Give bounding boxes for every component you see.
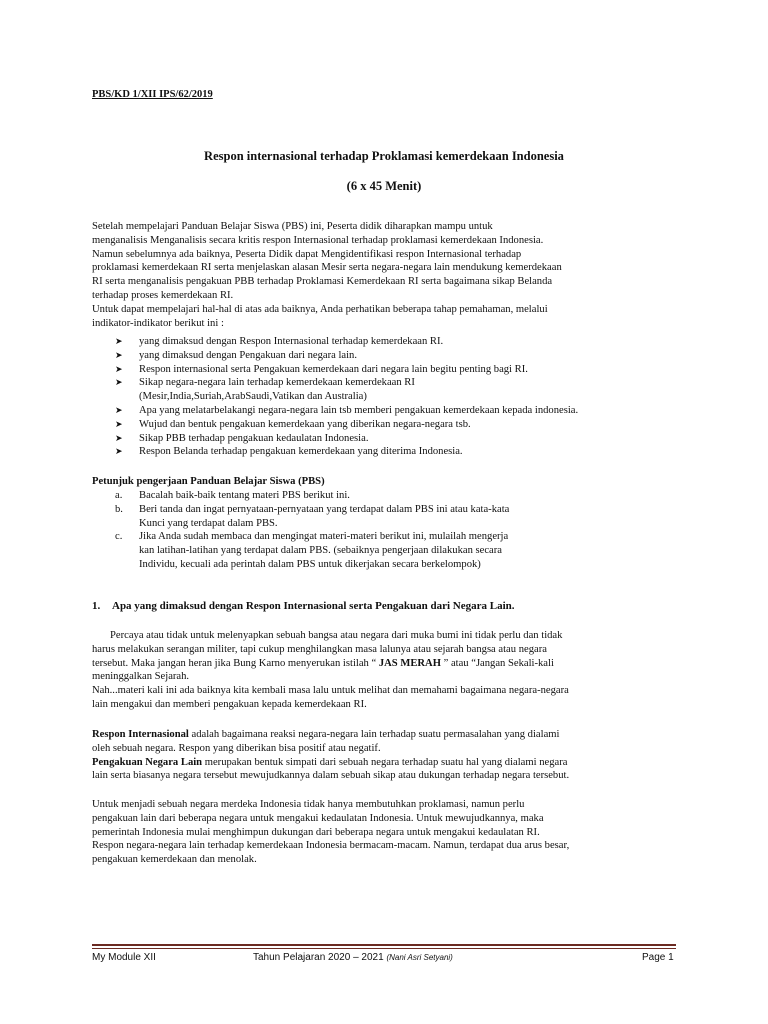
- intro-line: menganalisis Menganalisis secara kritis respon Internasional terhadap proklamasi kemerdekaan Indonesia.: [92, 234, 544, 246]
- arrow-bullet-icon: ➤: [115, 418, 123, 429]
- list-marker: a.: [115, 490, 123, 501]
- list-marker: c.: [115, 531, 123, 543]
- document-title: Respon internasional terhadap Proklamasi kemerdekaan Indonesia: [204, 149, 564, 163]
- indicator-list: [115, 335, 578, 459]
- arrow-bullet-icon: ➤: [115, 432, 123, 443]
- list-item-continuation: (Mesir,India,Suriah,ArabSaudi,Vatikan dan Australia): [139, 391, 367, 403]
- list-item: c. Jika Anda sudah membaca dan mengingat materi-materi berikut ini, mulailah mengerja kan latihan-latihan yang terdapat dalam PBS. (sebaiknya pengerjaan dilakukan secara Individu, kecuali ada perintah dalam PBS untuk dikerjakan secara berkelompok): [115, 531, 509, 570]
- list-item: ➤ yang dimaksud dengan Pengakuan dari negara lain.: [115, 349, 357, 361]
- list-item: ➤ Wujud dan bentuk pengakuan kemerdekaan yang diberikan negara-negara tsb.: [115, 418, 471, 430]
- closing-paragraph: Untuk menjadi sebuah negara merdeka Indonesia tidak hanya membutuhkan proklamasi, namun perlu pengakuan lain dari beberapa negara untuk mengakui kedaulatan Indonesia. Untuk mewujudkannya, maka pemerintah Indonesia mulai menghimpun dukungan dari beberapa negara untuk mengakui kedaulatan RI. Respon negara-negara lain terhadap kemerdekaan Indonesia bermacam-macam. Namun, terdapat dua arus besar, pengakuan kemerdekaan dan menolak.: [92, 799, 570, 866]
- footer-divider: [92, 944, 676, 946]
- intro-line: Untuk dapat mempelajari hal-hal di atas ada baiknya, Anda perhatikan beberapa tahap pemahaman, melalui: [92, 303, 548, 315]
- list-item: b. Beri tanda dan ingat pernyataan-pernyataan yang terdapat dalam PBS ini atau kata-kata Kunci yang terdapat dalam PBS.: [115, 503, 510, 529]
- duration: (6 x 45 Menit): [346, 179, 422, 193]
- pengakuan-term: Pengakuan Negara Lain: [92, 756, 203, 768]
- arrow-bullet-icon: ➤: [115, 446, 123, 457]
- arrow-bullet-icon: ➤: [115, 336, 123, 346]
- arrow-bullet-icon: ➤: [115, 377, 123, 388]
- footer-year: Tahun Pelajaran 2020 – 2021 (Nani Asri Setyani): [253, 952, 453, 963]
- instructions-list: [115, 489, 509, 572]
- footer-author: (Nani Asri Setyani): [386, 953, 453, 962]
- section-paragraph: Percaya atau tidak untuk melenyapkan sebuah bangsa atau negara dari muka bumi ini tidak perlu dan tidak harus melakukan serangan militer, tapi cukup menghilangkan masa lalunya atau sejarah bangsa atau negara tersebut. Maka jangan heran jika Bung Karno menyerukan istilah “ JAS MERAH ” atau “Jangan Sekali-kali meninggalkan Sejarah. Nah...materi kali ini ada baiknya kita kembali masa lalu untuk melihat dan memahami bagaimana negara-negara lain mengakui dan memberi pengakuan kepada kemerdekaan RI.: [92, 630, 569, 710]
- jas-merah-term: JAS MERAH: [378, 657, 441, 669]
- intro-line: indikator-indikator berikut ini :: [92, 317, 224, 329]
- list-item: ➤ Sikap PBB terhadap pengakuan kedaulatan Indonesia.: [115, 432, 369, 444]
- respon-term: Respon Internasional: [92, 729, 189, 740]
- footer-divider: [92, 948, 676, 949]
- intro-line: Setelah mempelajari Panduan Belajar Siswa (PBS) ini, Peserta didik diharapkan mampu untuk: [92, 221, 493, 232]
- arrow-bullet-icon: ➤: [115, 363, 123, 374]
- list-marker: b.: [115, 503, 123, 515]
- intro-line: RI serta menganalisis pengakuan PBB terhadap Proklamasi Kemerdekaan RI serta bagaimana sikap Belanda: [92, 276, 553, 288]
- list-item: ➤ Respon Belanda terhadap pengakuan kemerdekaan yang diterima Indonesia.: [115, 446, 463, 458]
- arrow-bullet-icon: ➤: [115, 349, 123, 360]
- intro-line: Namun sebelumnya ada baiknya, Peserta Didik dapat Mengidentifikasi respon Internasional terhadap: [92, 248, 522, 260]
- instructions-heading: Petunjuk pengerjaan Panduan Belajar Siswa (PBS): [92, 476, 325, 487]
- document-code: PBS/KD 1/XII IPS/62/2019: [92, 89, 213, 100]
- section-heading: 1. Apa yang dimaksud dengan Respon Internasional serta Pengakuan dari Negara Lain.: [92, 600, 515, 612]
- arrow-bullet-icon: ➤: [115, 404, 123, 415]
- definitions-paragraph: Respon Internasional adalah bagaimana reaksi negara-negara lain terhadap suatu permasalahan yang dialami oleh sebuah negara. Respon yang diberikan bisa positif atau negatif. Pengakuan Negara Lain merupakan bentuk simpati dari sebuah negara terhadap suatu hal yang dialami negara lain serta biasanya negara tersebut mewujudkannya dalam sebuah sikap atau dukungan terhadap negara tersebut.: [92, 729, 570, 782]
- intro-paragraph: [92, 220, 682, 330]
- intro-line: terhadap proses kemerdekaan RI.: [92, 289, 234, 301]
- list-item: ➤ Apa yang melatarbelakangi negara-negara lain tsb memberi pengakuan kemerdekaan kepada indonesia.: [115, 404, 579, 416]
- list-item: ➤ Sikap negara-negara lain terhadap kemerdekaan kemerdekaan RI: [115, 377, 415, 389]
- list-item: ➤ Respon internasional serta Pengakuan kemerdekaan dari negara lain begitu penting bagi RI.: [115, 363, 528, 375]
- footer-module: My Module XII: [92, 952, 156, 963]
- intro-line: proklamasi kemerdekaan RI serta menjelaskan alasan Mesir serta negara-negara lain mendukung kemerdekaan: [92, 262, 562, 274]
- page-number: Page 1: [642, 952, 674, 963]
- list-item: ➤ yang dimaksud dengan Respon Internasional terhadap kemerdekaan RI.: [115, 336, 444, 347]
- list-item: a. Bacalah baik-baik tentang materi PBS berikut ini.: [115, 490, 350, 501]
